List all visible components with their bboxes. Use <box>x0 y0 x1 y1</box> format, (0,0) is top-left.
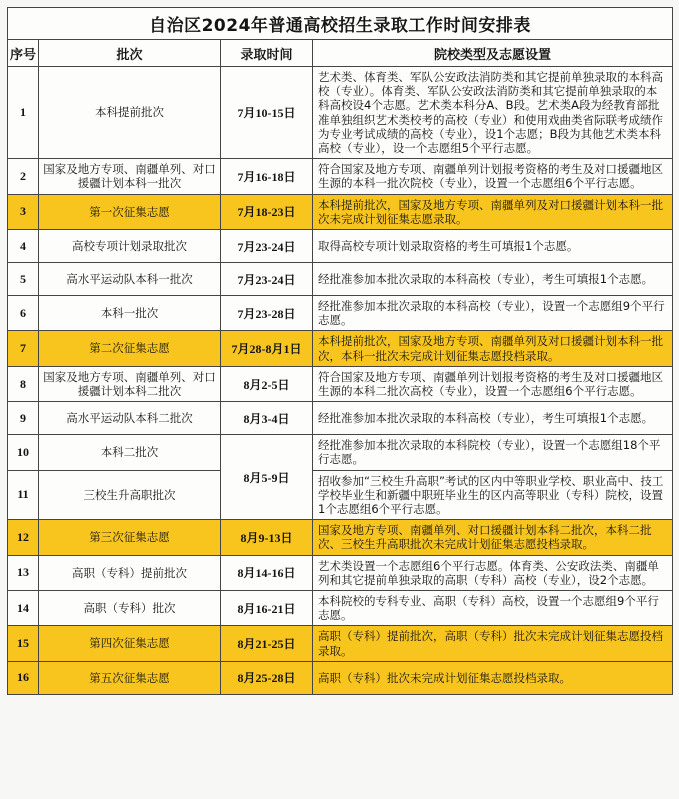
admission-time: 8月25-28日 <box>221 661 313 694</box>
table-row <box>8 296 673 331</box>
admission-time: 8月21-25日 <box>221 626 313 661</box>
col-header-no: 序号 <box>8 40 39 67</box>
admission-time: 8月3-4日 <box>221 402 313 435</box>
row-number: 15 <box>8 626 39 661</box>
school-type-desc: 高职（专科）批次未完成计划征集志愿投档录取。 <box>313 661 673 694</box>
col-header-batch: 批次 <box>39 40 221 67</box>
batch-name: 第五次征集志愿 <box>39 661 221 694</box>
table-body <box>8 67 673 695</box>
row-number: 11 <box>8 470 39 520</box>
table-row <box>8 626 673 661</box>
school-type-desc: 符合国家及地方专项、南疆单列计划报考资格的考生及对口援疆地区生源的本科二批次高校（专业），设置一个志愿组6个平行志愿。 <box>313 366 673 401</box>
table-row <box>8 661 673 694</box>
col-header-time: 录取时间 <box>221 40 313 67</box>
school-type-desc: 国家及地方专项、南疆单列、对口援疆计划本科二批次，本科二批次、三校生升高职批次未完成计划征集志愿投档录取。 <box>313 520 673 555</box>
batch-name: 本科提前批次 <box>39 67 221 159</box>
admission-time: 7月23-28日 <box>221 296 313 331</box>
admission-time: 7月23-24日 <box>221 230 313 263</box>
batch-name: 国家及地方专项、南疆单列、对口援疆计划本科一批次 <box>39 159 221 194</box>
school-type-desc: 本科提前批次，国家及地方专项、南疆单列及对口援疆计划本科一批次未完成计划征集志愿录取。 <box>313 194 673 229</box>
table-row <box>8 263 673 296</box>
admission-time: 8月16-21日 <box>221 591 313 626</box>
row-number: 1 <box>8 67 39 159</box>
batch-name: 三校生升高职批次 <box>39 470 221 520</box>
school-type-desc: 取得高校专项计划录取资格的考生可填报1个志愿。 <box>313 230 673 263</box>
batch-name: 国家及地方专项、南疆单列、对口援疆计划本科二批次 <box>39 366 221 401</box>
batch-name: 第三次征集志愿 <box>39 520 221 555</box>
row-number: 12 <box>8 520 39 555</box>
batch-name: 高职（专科）提前批次 <box>39 555 221 590</box>
row-number: 14 <box>8 591 39 626</box>
batch-name: 高校专项计划录取批次 <box>39 230 221 263</box>
batch-name: 第四次征集志愿 <box>39 626 221 661</box>
header-row <box>8 40 673 67</box>
row-number: 4 <box>8 230 39 263</box>
admission-time: 8月14-16日 <box>221 555 313 590</box>
title-row <box>8 8 673 40</box>
table-row <box>8 331 673 366</box>
row-number: 2 <box>8 159 39 194</box>
table-row <box>8 591 673 626</box>
row-number: 5 <box>8 263 39 296</box>
row-number: 6 <box>8 296 39 331</box>
admission-time: 7月18-23日 <box>221 194 313 229</box>
admission-time: 8月9-13日 <box>221 520 313 555</box>
batch-name: 高水平运动队本科一批次 <box>39 263 221 296</box>
school-type-desc: 本科提前批次，国家及地方专项、南疆单列及对口援疆计划本科一批次，本科一批次未完成计划征集志愿投档录取。 <box>313 331 673 366</box>
admission-schedule-table <box>7 7 673 695</box>
table-row <box>8 520 673 555</box>
admission-time: 7月23-24日 <box>221 263 313 296</box>
school-type-desc: 高职（专科）提前批次，高职（专科）批次未完成计划征集志愿投档录取。 <box>313 626 673 661</box>
school-type-desc: 符合国家及地方专项、南疆单列计划报考资格的考生及对口援疆地区生源的本科一批次院校（专业），设置一个志愿组6个平行志愿。 <box>313 159 673 194</box>
row-number: 8 <box>8 366 39 401</box>
row-number: 9 <box>8 402 39 435</box>
table-row <box>8 67 673 159</box>
col-header-setup: 院校类型及志愿设置 <box>313 40 673 67</box>
school-type-desc: 经批准参加本批次录取的本科高校（专业），考生可填报1个志愿。 <box>313 263 673 296</box>
school-type-desc: 本科院校的专科专业、高职（专科）高校，设置一个志愿组9个平行志愿。 <box>313 591 673 626</box>
table-row <box>8 230 673 263</box>
school-type-desc: 招收参加“三校生升高职”考试的区内中等职业学校、职业高中、技工学校毕业生和新疆中职班毕业生的区内高等职业（专科）院校，设置1个志愿组6个平行志愿。 <box>313 470 673 520</box>
school-type-desc: 经批准参加本批次录取的本科高校（专业），设置一个志愿组9个平行志愿。 <box>313 296 673 331</box>
page-title: 自治区2024年普通高校招生录取工作时间安排表 <box>8 8 673 40</box>
admission-time: 8月5-9日 <box>221 435 313 520</box>
batch-name: 第二次征集志愿 <box>39 331 221 366</box>
admission-time: 7月10-15日 <box>221 67 313 159</box>
row-number: 7 <box>8 331 39 366</box>
school-type-desc: 经批准参加本批次录取的本科院校（专业），设置一个志愿组18个平行志愿。 <box>313 435 673 470</box>
table-row <box>8 470 673 520</box>
table-row <box>8 435 673 470</box>
row-number: 3 <box>8 194 39 229</box>
admission-time: 8月2-5日 <box>221 366 313 401</box>
batch-name: 高职（专科）批次 <box>39 591 221 626</box>
admission-time: 7月28-8月1日 <box>221 331 313 366</box>
table-row <box>8 159 673 194</box>
row-number: 13 <box>8 555 39 590</box>
school-type-desc: 经批准参加本批次录取的本科高校（专业），考生可填报1个志愿。 <box>313 402 673 435</box>
table-row <box>8 194 673 229</box>
row-number: 16 <box>8 661 39 694</box>
table-row <box>8 366 673 401</box>
table-row <box>8 555 673 590</box>
school-type-desc: 艺术类、体育类、军队公安政法消防类和其它提前单独录取的本科高校（专业）。体育类、军队公安政法消防类和其它提前单独录取的本科高校设4个志愿。艺术类本科分A、B段。艺术类A段为经教育部批准单独组织艺术类校考的高校（专业）和使用戏曲类省际联考成绩作为专业考试成绩的高校（专业），设1个志愿；B段为其他艺术类本科高校（专业），设一个志愿组5个平行志愿。 <box>313 67 673 159</box>
batch-name: 高水平运动队本科二批次 <box>39 402 221 435</box>
row-number: 10 <box>8 435 39 470</box>
batch-name: 本科一批次 <box>39 296 221 331</box>
batch-name: 本科二批次 <box>39 435 221 470</box>
admission-time: 7月16-18日 <box>221 159 313 194</box>
table-row <box>8 402 673 435</box>
school-type-desc: 艺术类设置一个志愿组6个平行志愿。体育类、公安政法类、南疆单列和其它提前单独录取的高职（专科）高校（专业），设2个志愿。 <box>313 555 673 590</box>
batch-name: 第一次征集志愿 <box>39 194 221 229</box>
